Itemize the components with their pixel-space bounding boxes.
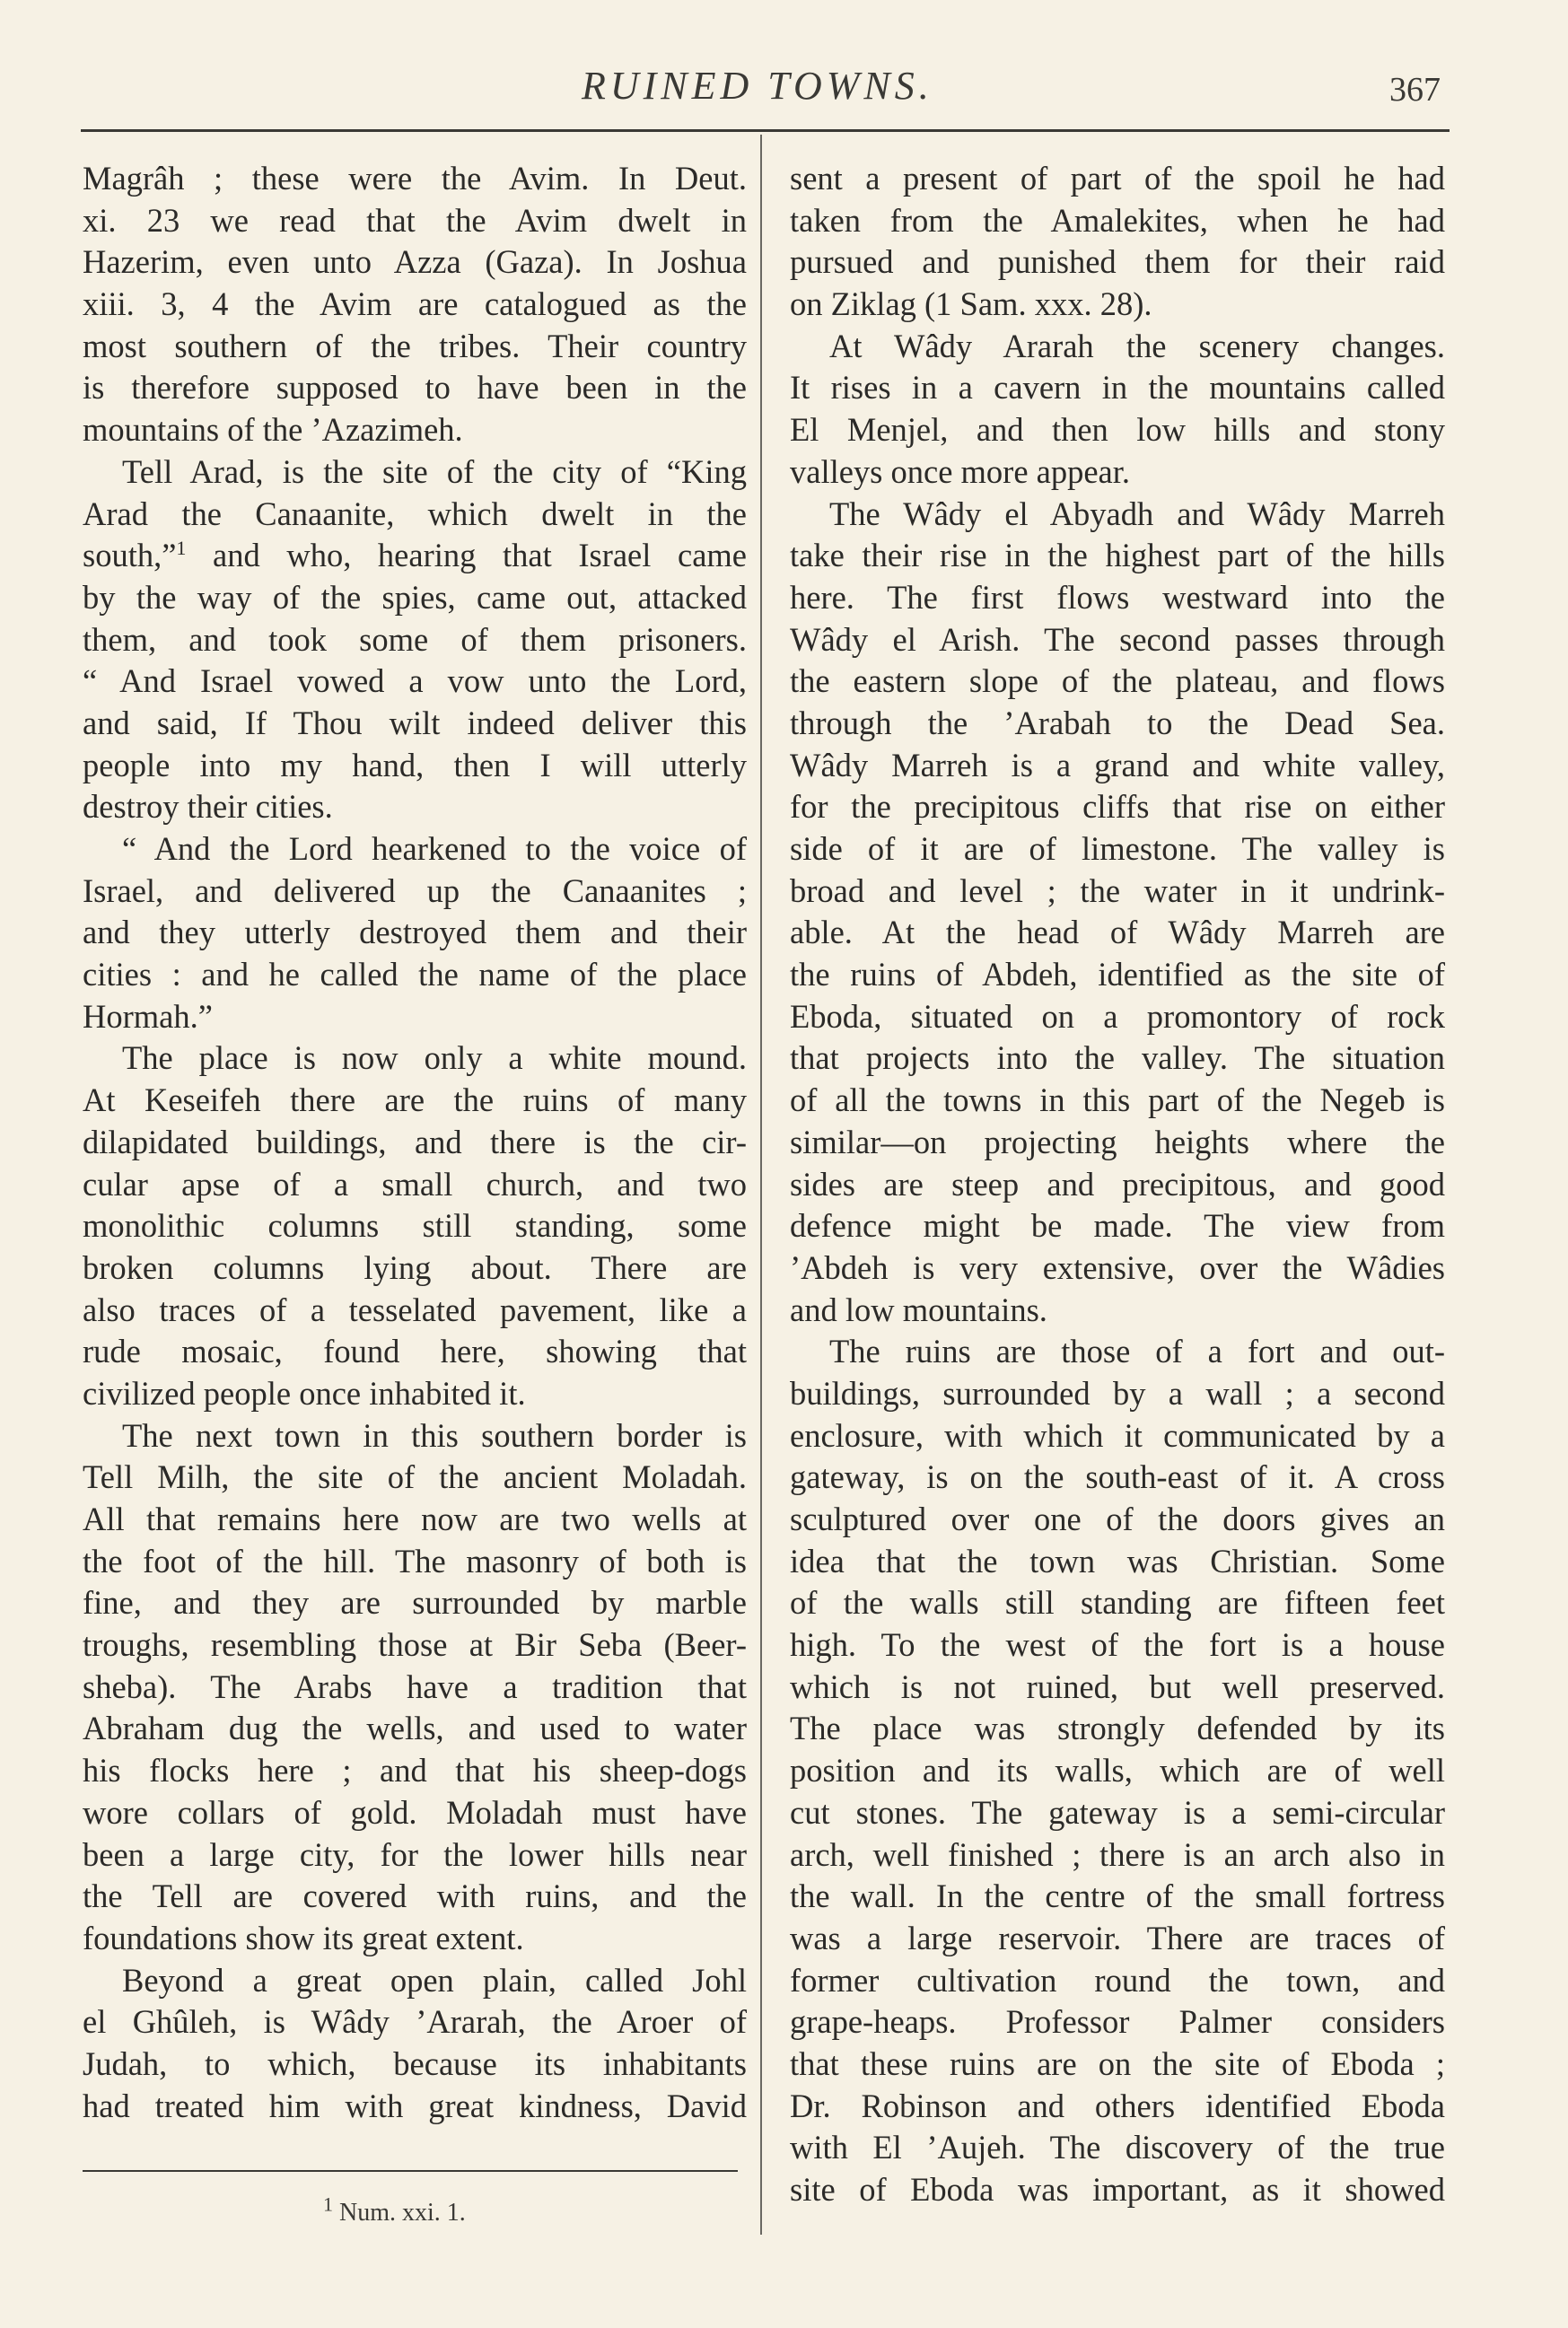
line-text: ’Abdeh is very extensive, over the Wâdies bbox=[790, 1248, 1445, 1286]
text-line bbox=[83, 1667, 747, 1709]
line-text: The place was strongly defended by its bbox=[790, 1710, 1445, 1747]
text-line bbox=[790, 200, 1445, 242]
line-text: enclosure, with which it communicated by a bbox=[790, 1416, 1445, 1454]
text-line bbox=[790, 912, 1445, 954]
running-title: RUINED TOWNS. bbox=[582, 64, 933, 108]
text-line bbox=[790, 1582, 1445, 1624]
footnote bbox=[323, 2192, 466, 2227]
line-text: foundations show its great extent. bbox=[83, 1919, 524, 1956]
text-line bbox=[790, 1037, 1445, 1080]
text-line bbox=[790, 1834, 1445, 1877]
text-line bbox=[790, 745, 1445, 787]
text-line bbox=[790, 2001, 1445, 2044]
line-text: idea that the town was Christian. Some bbox=[790, 1542, 1445, 1580]
line-text: broken columns lying about. There are bbox=[83, 1248, 747, 1286]
line-text: on Ziklag (1 Sam. xxx. 28). bbox=[790, 285, 1152, 323]
text-line bbox=[83, 2086, 747, 2128]
text-line bbox=[83, 409, 747, 451]
text-line bbox=[790, 1457, 1445, 1499]
text-line bbox=[790, 996, 1445, 1038]
text-line bbox=[83, 1834, 747, 1877]
text-line bbox=[83, 954, 747, 996]
text-line bbox=[83, 1708, 747, 1750]
line-text: grape-heaps. Professor Palmer considers bbox=[790, 2003, 1445, 2041]
line-text: broad and level ; the water in it undrink- bbox=[790, 871, 1445, 909]
text-line bbox=[83, 200, 747, 242]
text-line bbox=[83, 703, 747, 745]
line-text: been a large city, for the lower hills near bbox=[83, 1835, 747, 1873]
text-line bbox=[83, 1373, 747, 1415]
line-text: the foot of the hill. The masonry of both is bbox=[83, 1542, 747, 1580]
line-text: defence might be made. The view from bbox=[790, 1207, 1445, 1245]
text-line bbox=[790, 494, 1445, 536]
line-text: buildings, surrounded by a wall ; a second bbox=[790, 1374, 1445, 1412]
line-text: arch, well finished ; there is an arch also in bbox=[790, 1835, 1445, 1873]
line-text: the ruins of Abdeh, identified as the site of bbox=[790, 956, 1445, 993]
line-text: of all the towns in this part of the Negeb is bbox=[790, 1081, 1445, 1119]
line-text: sheba). The Arabs have a tradition that bbox=[83, 1667, 747, 1705]
line-text: It rises in a cavern in the mountains called bbox=[790, 369, 1445, 407]
text-line bbox=[790, 619, 1445, 661]
line-text: At Wâdy Ararah the scenery changes. bbox=[829, 327, 1445, 364]
text-line bbox=[790, 1918, 1445, 1960]
footnote-reference: 1 bbox=[176, 537, 187, 560]
text-line bbox=[790, 535, 1445, 577]
text-line bbox=[83, 1918, 747, 1960]
text-line bbox=[790, 1331, 1445, 1373]
line-text: The place is now only a white mound. bbox=[122, 1039, 747, 1077]
text-line bbox=[790, 241, 1445, 284]
text-line bbox=[83, 1164, 747, 1206]
text-line bbox=[83, 786, 747, 828]
right-column bbox=[790, 158, 1445, 2211]
line-text: fine, and they are surrounded by marble bbox=[83, 1584, 747, 1622]
line-text: dilapidated buildings, and there is the cir- bbox=[83, 1123, 747, 1160]
left-column bbox=[83, 158, 747, 2127]
text-line bbox=[83, 1415, 747, 1457]
line-text: Abraham dug the wells, and used to water bbox=[83, 1710, 747, 1747]
text-line bbox=[83, 284, 747, 326]
line-text: The ruins are those of a fort and out- bbox=[829, 1333, 1445, 1370]
text-line bbox=[790, 158, 1445, 200]
text-line bbox=[790, 703, 1445, 745]
line-text: xi. 23 we read that the Avim dwelt in bbox=[83, 201, 747, 239]
text-line bbox=[83, 2001, 747, 2044]
text-line bbox=[790, 1247, 1445, 1290]
text-line bbox=[83, 367, 747, 409]
line-text: valleys once more appear. bbox=[790, 452, 1131, 490]
text-line bbox=[790, 1499, 1445, 1541]
text-line bbox=[83, 1331, 747, 1373]
text-line bbox=[83, 1792, 747, 1834]
text-line bbox=[790, 367, 1445, 409]
text-line bbox=[83, 871, 747, 913]
line-text: xiii. 3, 4 the Avim are catalogued as the bbox=[83, 285, 747, 323]
line-text: troughs, resembling those at Bir Seba (Beer- bbox=[83, 1626, 747, 1664]
line-text: cut stones. The gateway is a semi-circular bbox=[790, 1793, 1445, 1831]
text-line bbox=[790, 1080, 1445, 1122]
line-text: The Wâdy el Abyadh and Wâdy Marreh bbox=[829, 494, 1445, 532]
text-line bbox=[83, 494, 747, 536]
line-text: sculptured over one of the doors gives an bbox=[790, 1501, 1445, 1537]
text-line bbox=[83, 828, 747, 871]
line-text: “ And Israel vowed a vow unto the Lord, bbox=[83, 662, 747, 700]
line-text-continued: and who, hearing that Israel came bbox=[186, 537, 747, 574]
text-line bbox=[83, 451, 747, 494]
text-line bbox=[83, 1457, 747, 1499]
text-line bbox=[790, 2169, 1445, 2211]
text-line bbox=[790, 577, 1445, 619]
text-line bbox=[83, 1037, 747, 1080]
line-text: El Menjel, and then low hills and stony bbox=[790, 411, 1445, 449]
line-text: his flocks here ; and that his sheep-dogs bbox=[83, 1752, 747, 1790]
line-text: Magrâh ; these were the Avim. In Deut. bbox=[83, 160, 747, 197]
line-text: Tell Milh, the site of the ancient Moladah. bbox=[83, 1458, 747, 1496]
text-line bbox=[790, 1122, 1445, 1164]
line-text: the Tell are covered with ruins, and the bbox=[83, 1877, 747, 1915]
line-text: Wâdy Marreh is a grand and white valley, bbox=[790, 746, 1445, 783]
text-line bbox=[790, 451, 1445, 494]
text-line bbox=[790, 1624, 1445, 1667]
line-text: Israel, and delivered up the Canaanites ; bbox=[83, 871, 747, 909]
text-line bbox=[790, 1750, 1445, 1792]
text-line bbox=[83, 745, 747, 787]
line-text: had treated him with great kindness, David bbox=[83, 2087, 747, 2124]
line-text: side of it are of limestone. The valley is bbox=[790, 830, 1445, 867]
line-text: The next town in this southern border is bbox=[122, 1416, 747, 1454]
line-text: the eastern slope of the plateau, and flows bbox=[790, 662, 1445, 700]
text-line bbox=[790, 284, 1445, 326]
line-text: Eboda, situated on a promontory of rock bbox=[790, 997, 1445, 1035]
line-text: which is not ruined, but well preserved. bbox=[790, 1667, 1445, 1705]
line-text: the wall. In the centre of the small fortress bbox=[790, 1877, 1445, 1915]
text-line bbox=[790, 1290, 1445, 1332]
line-text: by the way of the spies, came out, attacked bbox=[83, 578, 747, 616]
text-line bbox=[83, 1582, 747, 1624]
line-text: and said, If Thou wilt indeed deliver this bbox=[83, 704, 747, 741]
text-line bbox=[790, 786, 1445, 828]
line-text: pursued and punished them for their raid bbox=[790, 243, 1445, 281]
text-line bbox=[83, 1080, 747, 1122]
text-line bbox=[83, 1750, 747, 1792]
line-text: that projects into the valley. The situation bbox=[790, 1039, 1445, 1077]
text-line bbox=[790, 2086, 1445, 2128]
line-text: here. The first flows westward into the bbox=[790, 578, 1445, 616]
text-line bbox=[790, 1415, 1445, 1457]
line-text: for the precipitous cliffs that rise on either bbox=[790, 788, 1445, 826]
line-text: Judah, to which, because its inhabitants bbox=[83, 2044, 747, 2082]
line-text: position and its walls, which are of well bbox=[790, 1752, 1445, 1790]
line-text: Tell Arad, is the site of the city of “King bbox=[122, 452, 747, 490]
text-line bbox=[790, 2127, 1445, 2169]
footnote-marker: 1 bbox=[323, 2192, 333, 2216]
footnote-rule bbox=[83, 2170, 738, 2172]
text-line bbox=[790, 1541, 1445, 1583]
line-text: sides are steep and precipitous, and good bbox=[790, 1165, 1445, 1203]
text-line bbox=[83, 661, 747, 703]
text-line bbox=[790, 1876, 1445, 1918]
text-line bbox=[83, 2044, 747, 2086]
text-line bbox=[790, 1667, 1445, 1709]
text-line bbox=[790, 1960, 1445, 2002]
line-text: Arad the Canaanite, which dwelt in the bbox=[83, 494, 747, 532]
line-text: of the walls still standing are fifteen feet bbox=[790, 1584, 1445, 1622]
text-line bbox=[83, 241, 747, 284]
line-text: is therefore supposed to have been in the bbox=[83, 369, 747, 407]
line-text: able. At the head of Wâdy Marreh are bbox=[790, 914, 1445, 951]
text-line bbox=[790, 1164, 1445, 1206]
line-text: Wâdy el Arish. The second passes through bbox=[790, 620, 1445, 658]
line-text: them, and took some of them prisoners. bbox=[83, 620, 747, 658]
text-line bbox=[83, 326, 747, 368]
line-text: destroy their cities. bbox=[83, 788, 333, 826]
text-line bbox=[83, 577, 747, 619]
line-text: people into my hand, then I will utterly bbox=[83, 746, 747, 783]
line-text: sent a present of part of the spoil he had bbox=[790, 160, 1445, 197]
line-text: At Keseifeh there are the ruins of many bbox=[83, 1081, 747, 1119]
text-line bbox=[83, 996, 747, 1038]
text-line bbox=[790, 1205, 1445, 1247]
text-line bbox=[83, 158, 747, 200]
line-text: also traces of a tesselated pavement, like a bbox=[83, 1291, 747, 1328]
line-text: Hormah.” bbox=[83, 997, 213, 1035]
text-line bbox=[83, 912, 747, 954]
line-text: cular apse of a small church, and two bbox=[83, 1165, 747, 1203]
line-text: and low mountains. bbox=[790, 1291, 1047, 1328]
line-text: civilized people once inhabited it. bbox=[83, 1374, 526, 1412]
line-text: Beyond a great open plain, called Johl bbox=[122, 1961, 747, 1999]
text-line bbox=[790, 2044, 1445, 2086]
line-text: gateway, is on the south-east of it. A cross bbox=[790, 1458, 1445, 1496]
line-text: wore collars of gold. Moladah must have bbox=[83, 1793, 747, 1831]
line-text: most southern of the tribes. Their country bbox=[83, 327, 747, 364]
text-line bbox=[790, 1792, 1445, 1834]
line-text: with El ’Aujeh. The discovery of the true bbox=[790, 2129, 1445, 2166]
text-line bbox=[790, 1708, 1445, 1750]
text-line bbox=[83, 1876, 747, 1918]
line-text: and they utterly destroyed them and their bbox=[83, 914, 747, 951]
text-line bbox=[83, 1247, 747, 1290]
line-text: cities : and he called the name of the place bbox=[83, 956, 747, 993]
footnote-text: Num. xxi. 1. bbox=[333, 2199, 466, 2227]
line-text: monolithic columns still standing, some bbox=[83, 1207, 747, 1245]
text-line bbox=[83, 1290, 747, 1332]
text-line bbox=[83, 1960, 747, 2002]
line-text: rude mosaic, found here, showing that bbox=[83, 1333, 747, 1370]
text-line bbox=[83, 619, 747, 661]
line-text: el Ghûleh, is Wâdy ’Ararah, the Aroer of bbox=[83, 2003, 747, 2041]
line-text: All that remains here now are two wells at bbox=[83, 1501, 747, 1537]
line-text: former cultivation round the town, and bbox=[790, 1961, 1445, 1999]
line-text: south,” bbox=[83, 537, 177, 574]
text-line bbox=[83, 1624, 747, 1667]
text-line bbox=[83, 1122, 747, 1164]
text-line bbox=[790, 1373, 1445, 1415]
text-line bbox=[790, 661, 1445, 703]
line-text: take their rise in the highest part of the hills bbox=[790, 537, 1445, 574]
line-text: through the ’Arabah to the Dead Sea. bbox=[790, 704, 1445, 741]
column-divider bbox=[760, 135, 762, 2235]
text-line bbox=[790, 954, 1445, 996]
text-line bbox=[83, 535, 747, 577]
text-line bbox=[83, 1499, 747, 1541]
page-number: 367 bbox=[1389, 71, 1441, 109]
line-text: mountains of the ’Azazimeh. bbox=[83, 411, 463, 449]
text-line bbox=[790, 828, 1445, 871]
text-line bbox=[83, 1205, 747, 1247]
line-text: “ And the Lord hearkened to the voice of bbox=[122, 830, 747, 867]
header-rule bbox=[81, 129, 1450, 132]
running-head bbox=[0, 63, 1568, 117]
line-text: that these ruins are on the site of Eboda ; bbox=[790, 2044, 1445, 2082]
text-line bbox=[790, 326, 1445, 368]
text-line bbox=[83, 1541, 747, 1583]
line-text: Dr. Robinson and others identified Eboda bbox=[790, 2087, 1445, 2124]
line-text: similar—on projecting heights where the bbox=[790, 1123, 1445, 1160]
text-line bbox=[790, 409, 1445, 451]
line-text: taken from the Amalekites, when he had bbox=[790, 201, 1445, 239]
line-text: site of Eboda was important, as it showed bbox=[790, 2171, 1445, 2208]
line-text: Hazerim, even unto Azza (Gaza). In Joshua bbox=[83, 243, 747, 281]
text-line bbox=[790, 871, 1445, 913]
line-text: was a large reservoir. There are traces of bbox=[790, 1919, 1445, 1956]
line-text: high. To the west of the fort is a house bbox=[790, 1626, 1445, 1664]
